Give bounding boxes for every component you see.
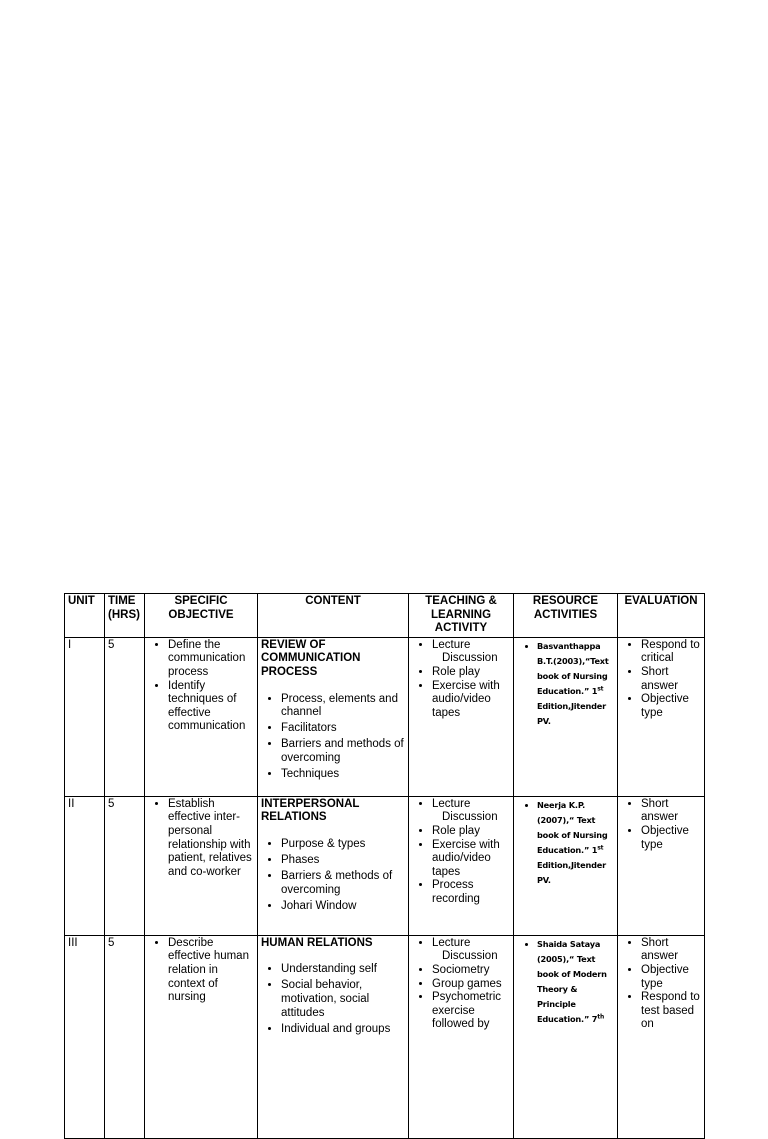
content-heading: HUMAN RELATIONS <box>261 936 373 949</box>
list-item: • Short answer <box>641 666 701 693</box>
list-item: • Neerja K.P. (2007),“ Text book of Nursing Education.” 1st Edition,Jitender PV. <box>537 798 614 888</box>
list-item: • Barriers and methods of overcoming <box>281 738 405 765</box>
list-item: • Identify techniques of effective communication <box>168 680 254 734</box>
teaching-cell <box>409 935 514 1138</box>
unit-cell: I <box>65 637 105 796</box>
list-item: • Exercise with audio/video tapes <box>432 680 510 721</box>
list-item: • Lecture Discussion <box>432 798 510 825</box>
teaching-cell <box>409 637 514 796</box>
evaluation-cell <box>618 935 705 1138</box>
list-item: • Role play <box>432 825 510 839</box>
objective-cell <box>145 796 258 935</box>
list-item: • Describe effective human relation in context of nursing <box>168 937 254 1005</box>
list-item: • Facilitators <box>281 722 405 736</box>
list-item: • Lecture Discussion <box>432 937 510 964</box>
list-item: • Individual and groups <box>281 1023 405 1037</box>
content-heading: INTERPERSONAL RELATIONS <box>261 797 360 824</box>
list-item: • Psychometric exercise followed by <box>432 991 510 1032</box>
list-item: • Process, elements and channel <box>281 693 405 720</box>
content-cell <box>258 935 409 1138</box>
objective-cell <box>145 637 258 796</box>
resource-cell <box>514 637 618 796</box>
list-item: • Define the communication process <box>168 639 254 680</box>
header-teaching: TEACHING & LEARNING ACTIVITY <box>409 594 514 638</box>
list-item: • Purpose & types <box>281 838 405 852</box>
list-item: • Objective type <box>641 693 701 720</box>
header-evaluation: EVALUATION <box>618 594 705 638</box>
content-heading: REVIEW OF COMMUNICATION PROCESS <box>261 638 361 678</box>
list-item: • Social behavior, motivation, social attitudes <box>281 979 405 1020</box>
list-item: • Sociometry <box>432 964 510 978</box>
time-cell: 5 <box>105 637 145 796</box>
list-item: • Shaida Sataya (2005),“ Text book of Modern Theory & Principle Education.” 7th <box>537 937 614 1027</box>
teaching-cell <box>409 796 514 935</box>
unit-cell: III <box>65 935 105 1138</box>
list-item: • Objective type <box>641 964 701 991</box>
list-item: • Johari Window <box>281 900 405 914</box>
list-item: • Lecture Discussion <box>432 639 510 666</box>
header-content: CONTENT <box>258 594 409 638</box>
list-item: • Process recording <box>432 879 510 906</box>
list-item: • Group games <box>432 978 510 992</box>
list-item: • Objective type <box>641 825 701 852</box>
list-item: • Exercise with audio/video tapes <box>432 839 510 880</box>
evaluation-cell <box>618 796 705 935</box>
resource-cell <box>514 935 618 1138</box>
list-item: • Respond to test based on <box>641 991 701 1032</box>
content-cell <box>258 796 409 935</box>
evaluation-cell <box>618 637 705 796</box>
list-item: • Respond to critical <box>641 639 701 666</box>
list-item: • Short answer <box>641 937 701 964</box>
unit-cell: II <box>65 796 105 935</box>
time-cell: 5 <box>105 796 145 935</box>
table-row <box>65 637 705 796</box>
list-item: • Role play <box>432 666 510 680</box>
list-item: • Phases <box>281 854 405 868</box>
content-cell <box>258 637 409 796</box>
list-item: • Short answer <box>641 798 701 825</box>
objective-cell <box>145 935 258 1138</box>
list-item: • Understanding self <box>281 963 405 977</box>
header-row <box>65 594 705 638</box>
header-unit: UNIT <box>65 594 105 638</box>
table-row <box>65 796 705 935</box>
list-item: • Barriers & methods of overcoming <box>281 870 405 897</box>
list-item: • Techniques <box>281 768 405 782</box>
curriculum-table <box>64 593 705 1139</box>
time-cell: 5 <box>105 935 145 1138</box>
list-item: • Basvanthappa B.T.(2003),“Text book of Nursing Education.” 1st Edition,Jitender PV. <box>537 639 614 729</box>
header-resource: RESOURCE ACTIVITIES <box>514 594 618 638</box>
list-item: • Establish effective inter-personal relationship with patient, relatives and co-worker <box>168 798 254 880</box>
table-row <box>65 935 705 1138</box>
header-objective: SPECIFIC OBJECTIVE <box>145 594 258 638</box>
resource-cell <box>514 796 618 935</box>
header-time: TIME (HRS) <box>105 594 145 638</box>
